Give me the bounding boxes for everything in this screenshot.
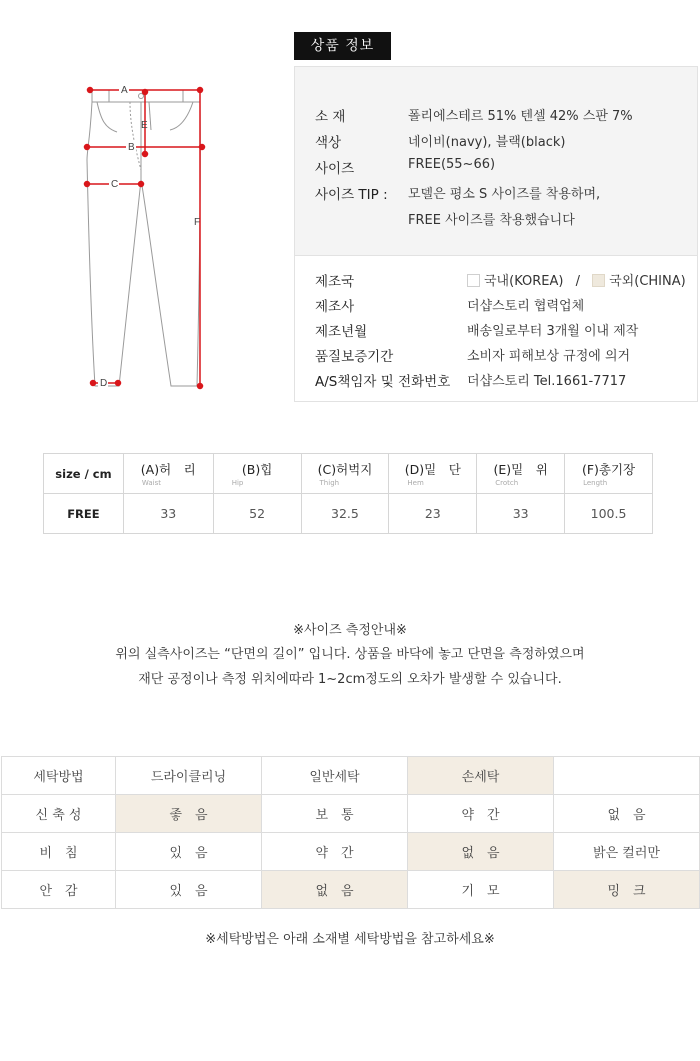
- product-notice-box: [294, 256, 698, 402]
- header-hip: (B)힙 Hip: [213, 454, 301, 494]
- wash-method-label: 세탁방법: [2, 757, 116, 795]
- table-row: [44, 494, 653, 534]
- material-label: 소 재: [315, 109, 346, 125]
- wash-empty: [554, 757, 700, 795]
- table-row: [2, 871, 700, 909]
- material-value: 폴리에스테르 51% 텐셀 42% 스판 7%: [408, 109, 633, 124]
- as-label: A/S책임자 및 전화번호: [315, 374, 451, 390]
- value-waist: 33: [123, 494, 213, 534]
- wash-normal: 일반세탁: [262, 757, 408, 795]
- product-info-tab: 상품 정보: [294, 32, 391, 60]
- label-d: D: [100, 378, 108, 389]
- size-table-header-row: [44, 454, 653, 494]
- table-row: [2, 795, 700, 833]
- made-date-value: 배송일로부터 3개월 이내 제작: [467, 324, 639, 339]
- header-length: (F)총기장 Length: [565, 454, 653, 494]
- sheer-yes: 있 음: [116, 833, 262, 871]
- size-label: 사이즈: [315, 161, 355, 177]
- value-hem: 23: [389, 494, 477, 534]
- size-notice-line1: 위의 실측사이즈는 “단면의 길이” 입니다. 상품을 바닥에 놓고 단면을 측정하였으며: [115, 647, 585, 662]
- value-crotch: 33: [477, 494, 565, 534]
- stretch-none: 없 음: [554, 795, 700, 833]
- label-b: B: [128, 142, 135, 153]
- label-f: F: [194, 217, 201, 228]
- size-value: FREE(55~66): [408, 157, 496, 172]
- sheer-slight: 약 간: [262, 833, 408, 871]
- stretch-slight: 약 간: [408, 795, 554, 833]
- origin-china: 국외(CHINA): [609, 274, 686, 289]
- product-spec-box: [294, 66, 698, 256]
- lining-yes: 있 음: [116, 871, 262, 909]
- size-tip-line2: FREE 사이즈를 착용했습니다: [408, 213, 575, 228]
- wash-note: ※세탁방법은 아래 소재별 세탁방법을 참고하세요※: [205, 932, 495, 947]
- color-value: 네이비(navy), 블랙(black): [408, 135, 566, 150]
- sheer-none: 없 음: [408, 833, 554, 871]
- table-row: [2, 757, 700, 795]
- header-waist: (A)허 리 Waist: [123, 454, 213, 494]
- header-crotch: (E)밑 위 Crotch: [477, 454, 565, 494]
- lining-label: 안 감: [2, 871, 116, 909]
- size-table-corner: size / cm: [44, 454, 124, 494]
- label-a: A: [121, 85, 128, 96]
- lining-mink: 밍 크: [554, 871, 700, 909]
- size-notice-title: ※사이즈 측정안내※: [293, 623, 407, 638]
- size-notice-line2: 재단 공정이나 측정 위치에따라 1~2cm정도의 오차가 발생할 수 있습니다.: [138, 672, 562, 687]
- pants-measurement-diagram: [75, 80, 215, 400]
- table-row: [2, 833, 700, 871]
- header-hem: (D)밑 단 Hem: [389, 454, 477, 494]
- sheer-light-only: 밝은 컬러만: [554, 833, 700, 871]
- stretch-good: 좋 음: [116, 795, 262, 833]
- size-tip-label: 사이즈 TIP :: [315, 187, 388, 203]
- color-label: 색상: [315, 135, 342, 151]
- value-hip: 52: [213, 494, 301, 534]
- value-length: 100.5: [565, 494, 653, 534]
- wash-table: [1, 756, 700, 909]
- stretch-normal: 보 통: [262, 795, 408, 833]
- as-value: 더샵스토리 Tel.1661-7717: [467, 374, 627, 389]
- sheer-label: 비 침: [2, 833, 116, 871]
- made-date-label: 제조년월: [315, 324, 368, 340]
- size-table: [43, 453, 653, 534]
- origin-korea: 국내(KOREA): [484, 274, 564, 289]
- size-row-label: FREE: [44, 494, 124, 534]
- warranty-label: 품질보증기간: [315, 349, 394, 365]
- china-checkbox: [592, 274, 605, 287]
- korea-checkbox: [467, 274, 480, 287]
- label-c: C: [111, 179, 119, 190]
- warranty-value: 소비자 피해보상 규정에 의거: [467, 349, 631, 364]
- origin-separator: /: [575, 274, 580, 289]
- lining-none: 없 음: [262, 871, 408, 909]
- lining-fleece: 기 모: [408, 871, 554, 909]
- label-e: E: [141, 120, 148, 131]
- maker-value: 더샵스토리 협력업체: [467, 299, 585, 314]
- maker-label: 제조사: [315, 299, 355, 315]
- size-tip-line1: 모델은 평소 S 사이즈를 착용하며,: [408, 187, 601, 202]
- header-thigh: (C)허벅지 Thigh: [301, 454, 389, 494]
- wash-hand: 손세탁: [408, 757, 554, 795]
- wash-dry-clean: 드라이클리닝: [116, 757, 262, 795]
- origin-options: [467, 270, 686, 289]
- value-thigh: 32.5: [301, 494, 389, 534]
- origin-label: 제조국: [315, 274, 355, 290]
- stretch-label: 신 축 성: [2, 795, 116, 833]
